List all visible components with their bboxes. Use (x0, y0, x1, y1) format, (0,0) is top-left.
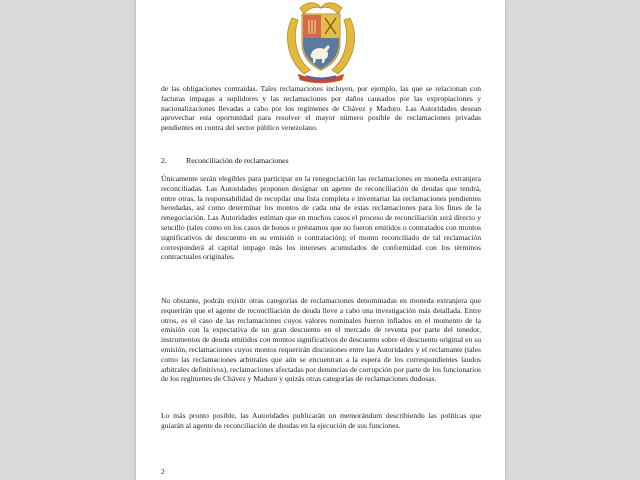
paragraph: de las obligaciones contraídas. Tales reclamaciones incluyen, por ejemplo, las que se relacionan con facturas impagas a suplidores y las reclamaciones por daños causados por las expropiaciones y nacionalizaciones llevadas a cabo por los regímenes de Chávez y Maduro. Las Autoridades desean aprovechar esta oportunidad para resolver el mayor número posible de reclamaciones privadas pendientes en contra del sector público venezolano. (161, 84, 481, 133)
section-heading (161, 156, 289, 165)
paragraph: No obstante, podrán existir otras categorías de reclamaciones denominadas en moneda extranjera que requerirán que el agente de reconciliación de deuda lleve a cabo una investigación más detallada. Entre otros, es el caso de las reclamaciones cuyos valores nominales fueron inflados en el momento de la emisión con la expectativa de un gran descuento en el mercado de reventa por parte del tenedor, instrumentos de deuda emitidos con montos significativos de descuento sobre el descuento original en su emisión, reclamaciones cuyos montos requerirán discusiones entre las Autoridades y el reclamante (tales como las reclamaciones arbitrales que aún se encuentran a la espera de los correspondientes laudos arbitrales definitivos), reclamaciones afectadas por denuncias de corrupción por parte de los funcionarios de los regímenes de Chávez y Maduro y quizás otras categorías de reclamaciones dudosas. (161, 296, 481, 384)
coat-of-arms-icon (278, 0, 364, 84)
document-page (136, 0, 505, 480)
paragraph: Únicamente serán elegibles para participar en la renegociación las reclamaciones en moneda extranjera reconciliadas. Las Autoridades proponen designar un agente de reconciliación de deudas que tendrá, entre otras, la responsabilidad de recopilar una lista completa e inventariar las reclamaciones pendientes heredadas, así como determinar los montos de cada una de estas reclamaciones para los fines de la renegociación. Las Autoridades estiman que en muchos casos el proceso de reconciliación será directo y sencillo (tales como en los casos de bonos o préstamos que no fueron emitidos o contratados con montos significativos de descuento en su emisión o contratación); el monto reconciliado de tal reclamación corresponderá al capital impago más los intereses acumulados de conformidad con los términos contractuales originales. (161, 174, 481, 262)
page-number: 2 (161, 467, 165, 476)
paragraph: Lo más pronto posible, las Autoridades publicarán un memorándum describiendo las políticas que guiarán al agente de reconciliación de deudas en la ejecución de sus funciones. (161, 411, 481, 430)
section-title: Reconciliación de reclamaciones (186, 156, 289, 165)
section-number: 2. (161, 156, 167, 165)
